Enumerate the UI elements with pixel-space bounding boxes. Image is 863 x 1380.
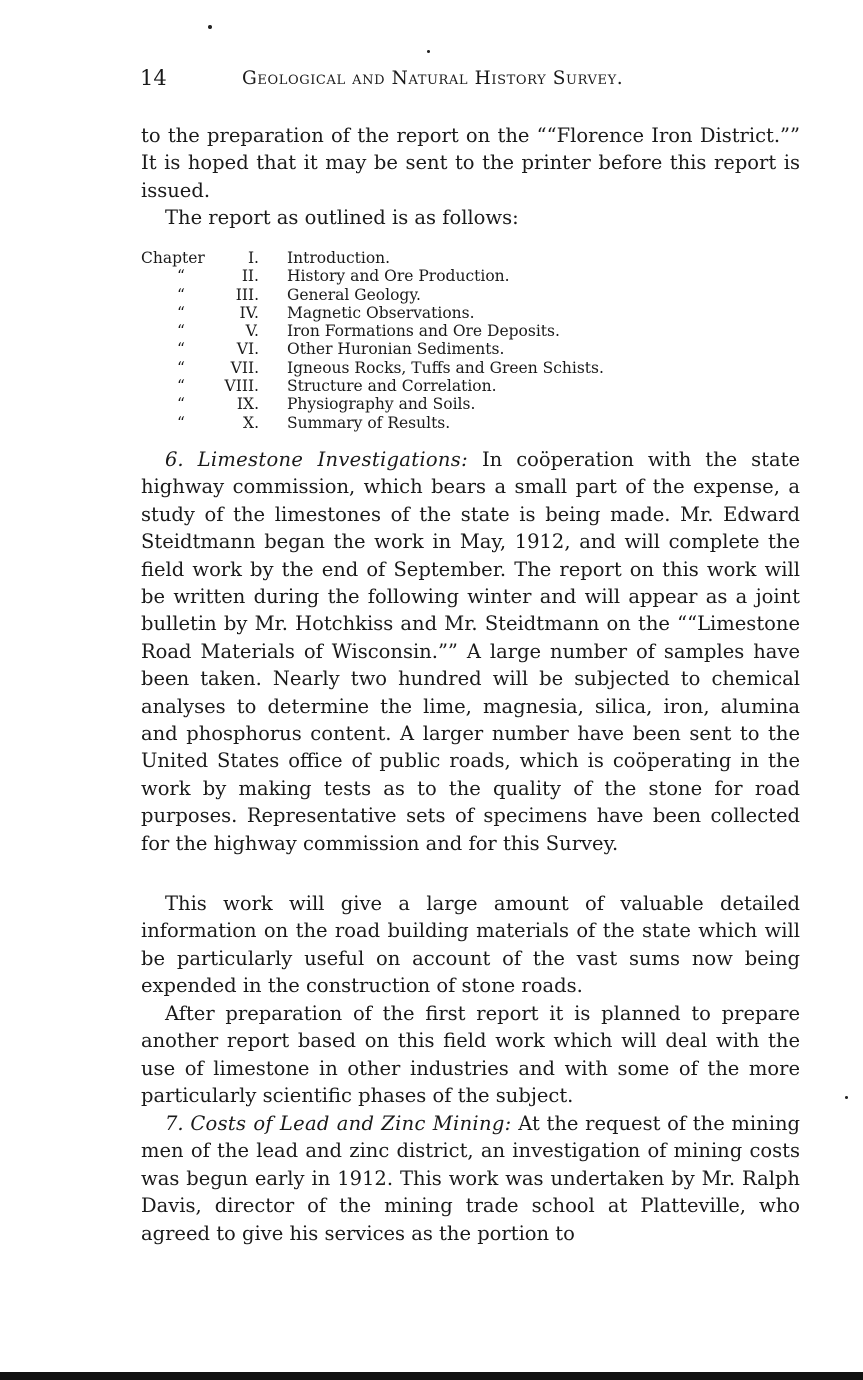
section-7-paragraph — [141, 1110, 800, 1247]
outline-row — [141, 377, 701, 395]
outline-title: Magnetic Observations. — [287, 303, 475, 322]
outline-row — [141, 359, 701, 377]
outline-row — [141, 322, 701, 340]
ditto-mark: “ — [177, 340, 185, 359]
scan-edge — [0, 1372, 863, 1380]
print-speck — [427, 50, 430, 53]
ditto-mark: “ — [177, 413, 185, 432]
outline-lead-label: Chapter — [141, 249, 205, 267]
outline-title: Igneous Rocks, Tuffs and Green Schists. — [287, 358, 604, 377]
section-7-text: At the request of the mining men of the lead and zinc district, an investigation of mining costs was begun early in 1912. This work was undertaken by Mr. Ralph Davis, director of the mining trade school at Platteville, who agreed to give his services as the portion to — [141, 1112, 801, 1245]
section-6-text: In coöperation with the state highway commission, which bears a small part of the expense, a study of the limestones of the state is being made. Mr. Edward Steidtmann began the work in May, 1912, and will complete the field work by the end of September. The report on this work will be written during the following winter and will appear as a joint bulletin by Mr. Hotchkiss and Mr. Steidtmann on the ““Limestone Road Materials of Wisconsin.”” A large number of samples have been taken. Nearly two hundred will be subjected to chemical analyses to determine the lime, magnesia, silica, iron, alumina and phosphorus content. A larger number have been sent to the United States office of public roads, which is coöperating in the work by making tests as to the quality of the stone for road purposes. Representative sets of specimens have been collected for the highway commission and for this Survey. — [141, 448, 801, 855]
section-6-paragraph — [141, 446, 800, 857]
print-speck — [845, 1096, 848, 1099]
outline-numeral: IX. — [236, 395, 259, 414]
ditto-mark: “ — [177, 303, 185, 322]
ditto-mark: “ — [177, 395, 185, 414]
outline-title: Introduction. — [287, 249, 391, 267]
outline-intro: The report as outlined is as follows: — [165, 206, 519, 229]
ditto-mark: “ — [177, 322, 185, 341]
outline-row — [141, 267, 701, 285]
outline-title: Structure and Correlation. — [287, 377, 497, 396]
ditto-mark: “ — [177, 377, 185, 396]
section-6-title: Limestone Investigations: — [197, 448, 468, 471]
outline-numeral: VI. — [236, 340, 259, 359]
section-6-paragraph-3: After preparation of the first report it is planned to prepare another report based on this field work which will deal with the use of limestone in other industries and with some of the more particularly scientific phases of the subject. — [141, 1002, 800, 1108]
section-7-number: 7. — [165, 1112, 184, 1135]
section-6-number: 6. — [165, 448, 184, 471]
outline-numeral: III. — [235, 285, 259, 304]
outline-title: Other Huronian Sediments. — [287, 340, 505, 359]
outline-numeral: II. — [241, 267, 259, 286]
outline-row — [141, 304, 701, 322]
print-speck — [208, 25, 212, 29]
outline-numeral: I. — [247, 249, 259, 267]
running-head: Geological and Natural History Survey. — [242, 68, 624, 89]
outline-row — [141, 249, 701, 267]
page-number: 14 — [140, 66, 167, 90]
outline-title: History and Ore Production. — [287, 267, 510, 286]
outline-row — [141, 395, 701, 413]
page-header — [140, 66, 810, 94]
outline-title: General Geology. — [287, 285, 421, 304]
outline-numeral: V. — [245, 322, 259, 341]
outline-title: Physiography and Soils. — [287, 395, 476, 414]
chapter-outline — [141, 249, 701, 432]
outline-numeral: IV. — [239, 303, 259, 322]
outline-numeral: VII. — [230, 358, 259, 377]
outline-row — [141, 414, 701, 432]
section-7-title: Costs of Lead and Zinc Mining: — [190, 1112, 512, 1135]
outline-title: Summary of Results. — [287, 413, 451, 432]
ditto-mark: “ — [177, 267, 185, 286]
outline-row — [141, 286, 701, 304]
outline-numeral: X. — [243, 413, 259, 432]
outline-row — [141, 340, 701, 358]
outline-numeral: VIII. — [224, 377, 259, 396]
ditto-mark: “ — [177, 358, 185, 377]
intro-paragraph: to the preparation of the report on the ““Florence Iron District.”” It is hoped that it may be sent to the printer before this report is issued. — [141, 124, 800, 202]
section-6-paragraph-2: This work will give a large amount of valuable detailed information on the road building materials of the state which will be particularly useful on account of the vast sums now being expended in the construction of stone roads. — [141, 892, 800, 998]
ditto-mark: “ — [177, 285, 185, 304]
outline-title: Iron Formations and Ore Deposits. — [287, 322, 560, 341]
